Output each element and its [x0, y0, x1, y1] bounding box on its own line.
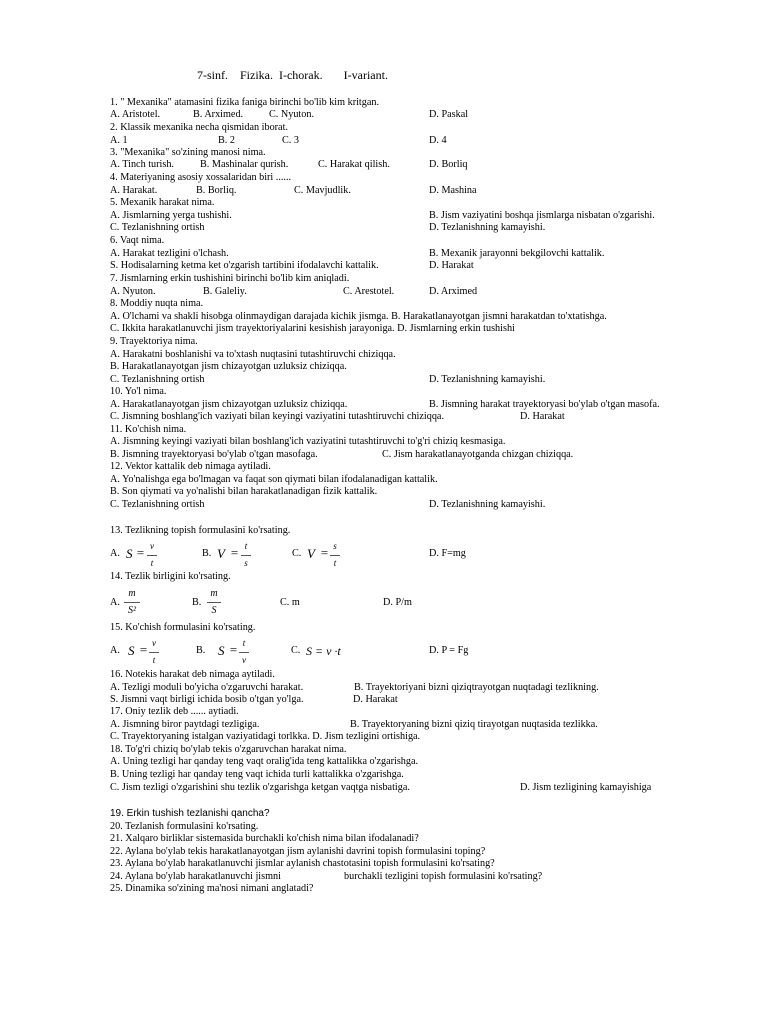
fraction-numerator: m [128, 588, 136, 599]
option-a: A. 1 [110, 135, 128, 146]
option-b: B. Trayektoryaning bizni qiziq tirayotgan nuqtasida tezlikka. [350, 719, 598, 730]
option-b: B. 2 [218, 135, 235, 146]
fraction-denominator: t [152, 655, 156, 665]
fraction-bar [330, 555, 340, 556]
option-d: D. Harakat [353, 694, 398, 705]
fraction-bar [147, 555, 157, 556]
question-line: 3. "Mexanika" so'zining manosi nima. [110, 147, 266, 158]
question-line: 8. Moddiy nuqta nima. [110, 298, 204, 309]
option-c: C. Tezlanishning ortish [110, 499, 205, 510]
fraction-denominator: t [333, 558, 337, 568]
option-a: A. Harakat tezligini o'lchash. [110, 248, 229, 259]
formula-expression: S = v ·t [306, 644, 341, 658]
option-a: A. Aristotel. [110, 109, 161, 120]
question-line: 1. " Mexanika" atamasini fizika faniga birinchi bo'lib kim kritgan. [110, 97, 380, 108]
option-b: B. Arximed. [193, 109, 244, 120]
option-c: C. Tezlanishning ortish [110, 374, 205, 385]
option-a-label: A. [110, 597, 120, 608]
fraction-numerator: s [333, 541, 337, 551]
fraction-bar [149, 652, 159, 653]
option-d: D. Tezlanishning kamayishi. [429, 222, 546, 233]
option-a: A. Harakatni boshlanishi va to'xtash nuqtasini tutashtiruvchi chiziqqa. [110, 349, 396, 360]
question-line: 21. Xalqaro birliklar sistemasida burchakli ko'chish nima bilan ifodalanadi? [110, 833, 419, 844]
formula-lhs: S [128, 643, 135, 658]
question-line: 13. Tezlikning topish formulasini ko'rsating. [110, 525, 291, 536]
fraction-numerator: v [152, 638, 156, 648]
option-d: D. Tezlanishning kamayishi. [429, 374, 546, 385]
question-line: 9. Trayektoriya nima. [110, 336, 198, 347]
option-a-label: A. [110, 645, 120, 656]
option-b: B. Uning tezligi har qanday teng vaqt ichida turli kattalikka o'zgarishga. [110, 769, 404, 780]
option-b: B. Mexanik jarayonni bekgilovchi kattalik. [429, 248, 605, 259]
option-c: C. Jismning boshlang'ich vaziyati bilan keyingi vaziyatini tutashtiruvchi chiziqqa. [110, 411, 444, 422]
option-a: A. Jismning biror paytdagi tezligiga. [110, 719, 260, 730]
formula-lhs: S [126, 546, 133, 561]
option-a: A. Uning tezligi har qanday teng vaqt oralig'ida teng kattalikka o'zgarishga. [110, 756, 419, 767]
question-line: 18. To'g'ri chiziq bo'ylab tekis o'zgaruvchan harakat nima. [110, 744, 347, 755]
fraction-bar [241, 555, 251, 556]
equals-sign: = [139, 642, 148, 657]
option-d: D. Harakat [520, 411, 565, 422]
option-b: B. Jismning trayektoryasi bo'ylab o'tgan masofaga. [110, 449, 318, 460]
option-b: B. Jismning harakat trayektoryasi bo'ylab o'tgan masofa. [429, 399, 660, 410]
option-d: D. Borliq [429, 159, 468, 170]
question-line: 22. Aylana bo'ylab tekis harakatlanayotgan jism aylanishi davrini topish formulasini toping? [110, 846, 486, 857]
fraction-denominator: v [242, 655, 246, 665]
option-b: B. Trayektoriyani bizni qiziqtrayotgan nuqtadagi tezlikning. [354, 682, 599, 693]
option-a: A. Jismlarning yerga tushishi. [110, 210, 232, 221]
formula-lhs: V [217, 546, 225, 561]
question-line: 24. Aylana bo'ylab harakatlanuvchi jismni [110, 871, 281, 882]
option-c-label: C. [291, 645, 301, 656]
option-b: B. Jism vaziyatini boshqa jismlarga nisbatan o'zgarishi. [429, 210, 655, 221]
option-line: C. Trayektoryaning istalgan vaziyatidagi torlkka. D. Jism tezligini ortishiga. [110, 731, 421, 742]
question-line: 23. Aylana bo'ylab harakatlanuvchi jismlar aylanish chastotasini topish formulasini ko'rsating? [110, 858, 495, 869]
question-line: 15. Ko'chish formulasini ko'rsating. [110, 622, 256, 633]
option-c: C. Nyuton. [269, 109, 314, 120]
question-line: 6. Vaqt nima. [110, 235, 165, 246]
option-c: C. Jism tezligi o'zgarishini shu tezlik o'zgarishga ketgan vaqtga nisbatiga. [110, 782, 410, 793]
option-b: B. Harakatlanayotgan jism chizayotgan uzluksiz chiziqqa. [110, 361, 347, 372]
option-d: D. Tezlanishning kamayishi. [429, 499, 546, 510]
option-c: C. Mavjudlik. [294, 185, 351, 196]
option-b-label: B. [196, 645, 206, 656]
question-line: 4. Materiyaning asosiy xossalaridan biri ...... [110, 172, 292, 183]
fraction-denominator: t [150, 558, 154, 568]
fraction-numerator: v [150, 541, 154, 551]
option-c: C. Arestotel. [343, 286, 395, 297]
option-a: A. Yo'nalishga ega bo'lmagan va faqat son qiymati bilan ifodalanadigan kattalik. [110, 474, 438, 485]
option-d: D. Paskal [429, 109, 469, 120]
option-a: A. Jismning keyingi vaziyati bilan boshlang'ich vaziyatini tutashtiruvchi to'g'ri chiziq kesmasiga. [110, 436, 506, 447]
question-line-continuation: burchakli tezligini topish formulasini ko'rsating? [344, 871, 543, 882]
option-a: A. Nyuton. [110, 286, 156, 297]
option-c: S. Hodisalarning ketma ket o'zgarish tartibini ifodalavchi kattalik. [110, 260, 379, 271]
fraction-numerator: m [210, 588, 218, 599]
fraction-bar [239, 652, 249, 653]
option-a: A. Harakat. [110, 185, 158, 196]
option-d: D. Mashina [429, 185, 477, 196]
option-c: C. m [280, 597, 300, 608]
option-c-label: C. [292, 548, 302, 559]
equals-sign: = [320, 545, 329, 560]
formula-lhs: S [218, 643, 225, 658]
option-d: D. 4 [429, 135, 447, 146]
fraction-denominator: S² [128, 605, 136, 616]
option-a: A. Harakatlanayotgan jism chizayotgan uzluksiz chiziqqa. [110, 399, 348, 410]
option-c: C. Jism harakatlanayotganda chizgan chiziqqa. [382, 449, 574, 460]
question-line: 17. Oniy tezlik deb ...... aytiadi. [110, 706, 239, 717]
option-a: A. Tezligi moduli bo'yicha o'zgaruvchi harakat. [110, 682, 304, 693]
option-a: A. Tinch turish. [110, 159, 174, 170]
option-b: B. Borliq. [196, 185, 237, 196]
option-b-label: B. [202, 548, 212, 559]
question-line: 5. Mexanik harakat nima. [110, 197, 215, 208]
formula-lhs: V [307, 546, 315, 561]
question-line: 7. Jismlarning erkin tushishini birinchi bo'lib kim aniqladi. [110, 273, 350, 284]
equals-sign: = [230, 545, 239, 560]
option-d: D. P/m [383, 597, 412, 608]
fraction-bar [124, 602, 140, 603]
question-line: 14. Tezlik birligini ko'rsating. [110, 571, 231, 582]
question-line: 16. Notekis harakat deb nimaga aytiladi. [110, 669, 275, 680]
option-b-label: B. [192, 597, 202, 608]
equals-sign: = [229, 642, 238, 657]
fraction-denominator: s [244, 558, 248, 568]
question-line: 10. Yo'l nima. [110, 386, 167, 397]
question-line: 20. Tezlanish formulasini ko'rsating. [110, 821, 259, 832]
worksheet-title: 7-sinf. Fizika. I-chorak. I-variant. [197, 68, 388, 82]
fraction-denominator: S [211, 605, 217, 616]
option-b: B. Mashinalar qurish. [200, 159, 289, 170]
option-c: C. Harakat qilish. [318, 159, 390, 170]
equals-sign: = [136, 545, 145, 560]
option-b: B. Son qiymati va yo'nalishi bilan harakatlanadigan fizik kattalik. [110, 486, 378, 497]
option-d: D. P = Fg [429, 645, 469, 656]
fraction-bar [207, 602, 221, 603]
option-d: D. Jism tezligining kamayishiga [520, 782, 652, 793]
fraction-numerator: t [244, 541, 248, 551]
question-line: 11. Ko'chish nima. [110, 424, 187, 435]
option-d: D. F=mg [429, 548, 466, 559]
question-line: 12. Vektor kattalik deb nimaga aytiladi. [110, 461, 271, 472]
question-line: 2. Klassik mexanika necha qismidan iborat. [110, 122, 288, 133]
question-line: 25. Dinamika so'zining ma'nosi nimani anglatadi? [110, 883, 314, 894]
option-b: B. Galeliy. [203, 286, 247, 297]
option-c: C. Tezlanishning ortish [110, 222, 205, 233]
option-line: C. Ikkita harakatlanuvchi jism trayektoriyalarini kesishish jarayoniga. D. Jismlarning erkin tushishi [110, 323, 515, 334]
question-line: 19. Erkin tushish tezlanishi qancha? [110, 808, 270, 819]
option-c: S. Jismni vaqt birligi ichida bosib o'tgan yo'lga. [110, 694, 304, 705]
option-c: C. 3 [282, 135, 299, 146]
option-line: A. O'lchami va shakli hisobga olinmaydigan darajada kichik jismga. B. Harakatlanayotgan jismni harakatdan to'xtatishga. [110, 311, 607, 322]
fraction-numerator: t [242, 638, 246, 648]
option-d: D. Arximed [429, 286, 478, 297]
option-a-label: A. [110, 548, 120, 559]
option-d: D. Harakat [429, 260, 474, 271]
